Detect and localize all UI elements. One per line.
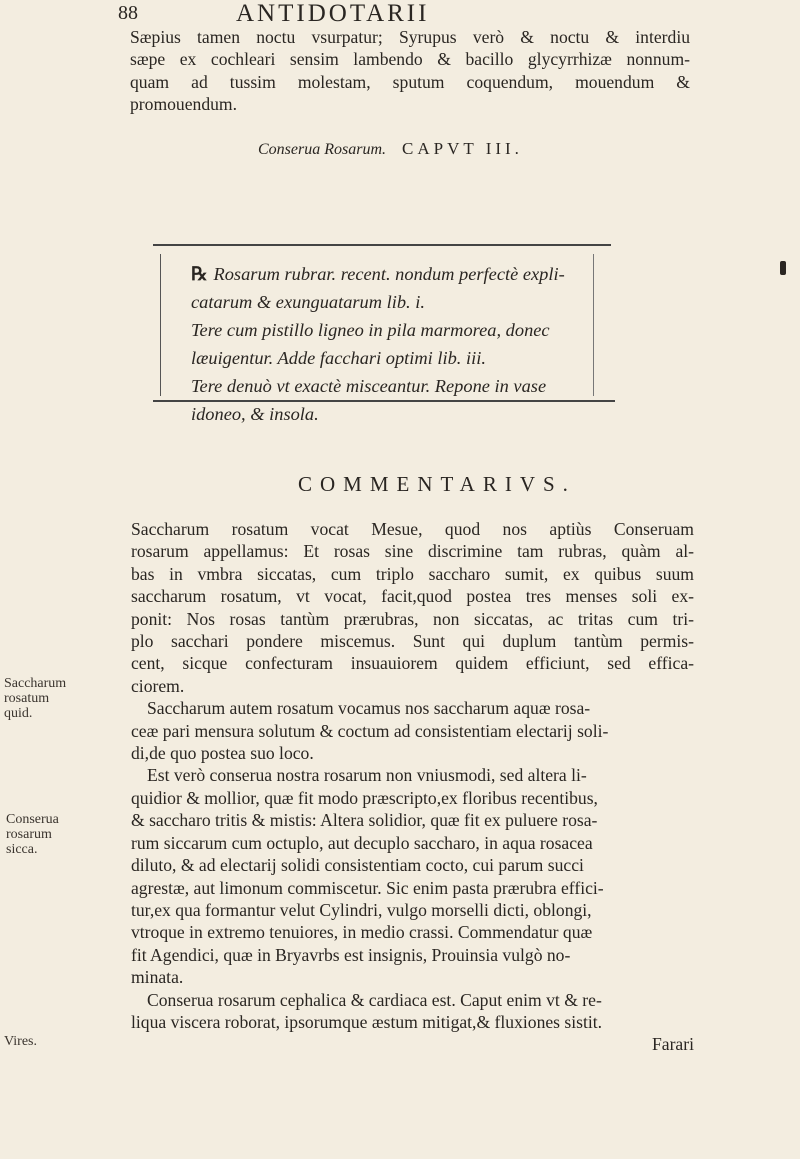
text-line: di,de quo postea suo loco. bbox=[131, 743, 314, 764]
text-line: quidior & mollior, quæ fit modo præscripto,ex floribus recentibus, bbox=[131, 787, 598, 808]
commentary-body bbox=[131, 518, 694, 1056]
text-line: bas in vmbra siccatas, cum triplo saccharo sumit, ex quibus suum bbox=[131, 563, 694, 584]
text-line: sæpe ex cochleari sensim lambendo & bacillo glycyrrhizæ nonnum- bbox=[130, 49, 690, 70]
text-line: tur,ex qua formantur velut Cylindri, vulgo morselli dicti, oblongi, bbox=[131, 899, 592, 920]
chapter-heading bbox=[258, 139, 523, 159]
margin-note-vires bbox=[4, 1034, 37, 1049]
text-line: Est verò conserua nostra rosarum non vniusmodi, sed altera li- bbox=[147, 765, 587, 786]
recipe-symbol: ℞ bbox=[191, 264, 208, 284]
text-line: Saccharum rosatum vocat Mesue, quod nos aptiùs Conseruam bbox=[131, 519, 694, 539]
running-title: ANTIDOTARII bbox=[236, 0, 430, 27]
ink-blot bbox=[780, 261, 786, 275]
text-line: rum siccarum cum octuplo, aut decuplo saccharo, in aqua rosacea bbox=[131, 832, 593, 853]
recipe-line bbox=[191, 260, 581, 288]
margin-note-line: Conserua bbox=[6, 812, 59, 827]
page-number: 88 bbox=[118, 2, 138, 24]
text-line: rosarum appellamus: Et rosas sine discrimine tam rubras, quàm al- bbox=[131, 541, 694, 562]
margin-note-line: sicca. bbox=[6, 842, 38, 857]
text-line: agrestæ, aut limonum commiscetur. Sic enim pasta prærubra effici- bbox=[131, 877, 604, 898]
text-line: Saccharum autem rosatum vocamus nos saccharum aquæ rosa- bbox=[147, 698, 591, 719]
recipe-line: Tere denuò vt exactè misceantur. Repone in vase bbox=[191, 376, 547, 396]
text-line: quam ad tussim molestam, sputum coquendum, mouendum & bbox=[130, 71, 690, 92]
text-line: ponit: Nos rosas tantùm prærubras, non siccatas, ac tritas cum tri- bbox=[131, 608, 694, 629]
margin-note-line: Saccharum bbox=[4, 676, 67, 691]
margin-note-line: quid. bbox=[4, 706, 33, 721]
commentary-heading: COMMENTARIVS. bbox=[298, 472, 576, 496]
recipe-line: idoneo, & insola. bbox=[191, 404, 319, 424]
text-line: diluto, & ad electarij solidi consistentiam cocto, cui parum succi bbox=[131, 855, 584, 876]
text-line: & saccharo tritis & mistis: Altera solidior, quæ fit ex puluere rosa- bbox=[131, 810, 598, 831]
text-line: saccharum rosatum, vt vocat, facit,quod postea tres menses soli ex- bbox=[131, 586, 694, 607]
text-line: ceæ pari mensura solutum & coctum ad consistentiam electarij soli- bbox=[131, 720, 609, 741]
text-line: ciorem. bbox=[131, 675, 185, 696]
catchword: Farari bbox=[651, 1034, 694, 1055]
margin-note-line: Vires. bbox=[4, 1034, 37, 1049]
text-line: liqua viscera roborat, ipsorumque æstum mitigat,& fluxiones sistit. bbox=[131, 1011, 603, 1032]
chapter-title: Conserua Rosarum. bbox=[258, 141, 387, 158]
text-line: Sæpius tamen noctu vsurpatur; Syrupus verò & noctu & interdiu bbox=[130, 27, 690, 47]
margin-note-saccharum-rosatum bbox=[4, 676, 66, 721]
recipe-line: catarum & exunguatarum lib. i. bbox=[191, 292, 425, 312]
text-line: promouendum. bbox=[130, 94, 238, 115]
recipe-text bbox=[191, 260, 581, 428]
margin-note-line: rosatum bbox=[4, 691, 50, 706]
chapter-number: CAPVT III. bbox=[402, 139, 523, 158]
recipe-box bbox=[160, 254, 594, 424]
margin-note-line: rosarum bbox=[6, 827, 52, 842]
text-line: plo sacchari pondere miscemus. Sunt qui duplum tantùm permis- bbox=[131, 631, 694, 652]
text-line: Conserua rosarum cephalica & cardiaca est. Caput enim vt & re- bbox=[147, 989, 602, 1010]
recipe-line: Tere cum pistillo ligneo in pila marmorea, donec bbox=[191, 320, 550, 340]
text-line: fit Agendici, quæ in Bryavrbs est insignis, Prouinsia vulgò no- bbox=[131, 944, 571, 965]
recipe-line: læuigentur. Adde facchari optimi lib. iii. bbox=[191, 348, 486, 368]
page-header bbox=[118, 2, 738, 28]
margin-note-conserua-sicca bbox=[6, 812, 59, 857]
intro-paragraph bbox=[130, 26, 690, 116]
recipe-line-text: Rosarum rubrar. recent. nondum perfectè expli- bbox=[213, 264, 565, 284]
text-line: vtroque in extremo tenuiores, in medio crassi. Commendatur quæ bbox=[131, 922, 593, 943]
text-line: minata. bbox=[131, 967, 184, 988]
text-line: cent, sicque confecturam insuauiorem quidem efficiunt, sed effica- bbox=[131, 653, 694, 674]
